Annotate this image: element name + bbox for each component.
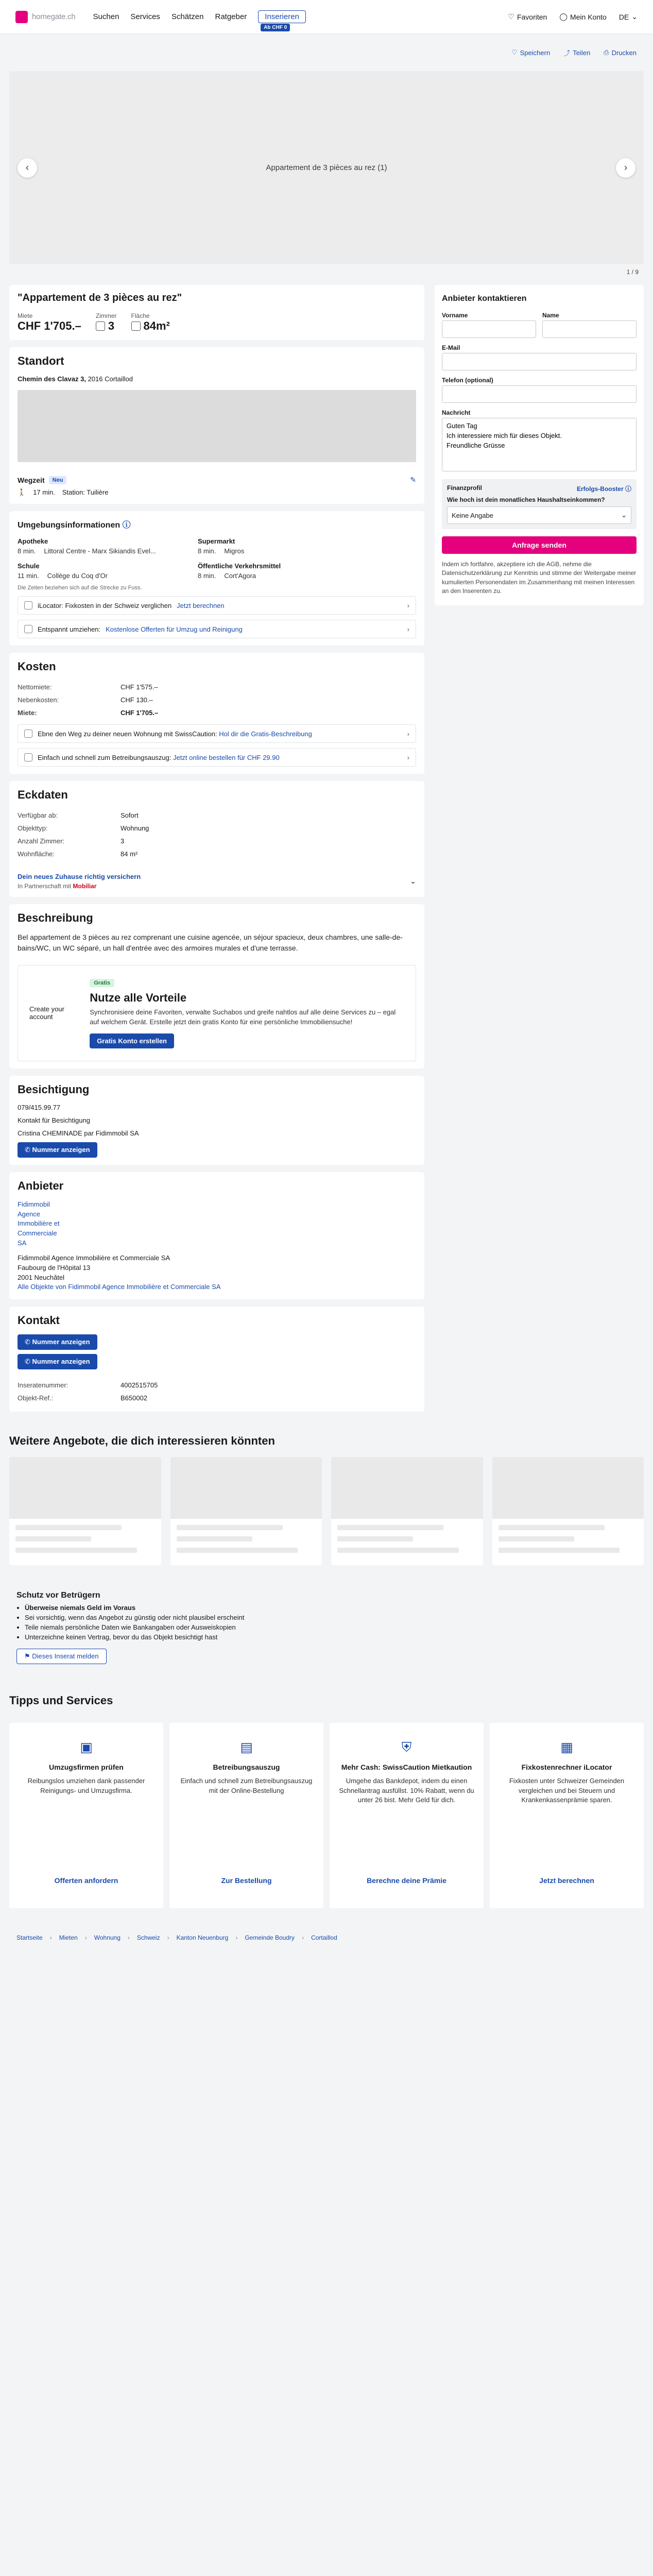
info-icon[interactable]: ⓘ — [122, 521, 131, 530]
favorites-label: Favoriten — [517, 12, 547, 21]
share-icon: ⤴ — [563, 49, 571, 57]
show-number-label: Nummer anzeigen — [32, 1358, 90, 1366]
cost-value: CHF 1'705.– — [121, 709, 159, 717]
amenity-name: Littoral Centre - Marx Sikiandis Evel... — [44, 547, 156, 555]
visit-contact-name: Cristina CHEMINADE par Fidimmobil SA — [18, 1129, 139, 1137]
breadcrumb-item[interactable]: Schweiz — [136, 1934, 160, 1941]
promo-left-text: Create your account — [29, 1005, 64, 1021]
breadcrumb-item[interactable]: Startseite — [16, 1934, 43, 1941]
provider-name: Fidimmobil Agence Immobilière et Commerciale SA — [18, 1253, 170, 1262]
heart-icon: ♡ — [511, 48, 518, 56]
flag-icon: ⚑ — [24, 1652, 30, 1660]
tip-card-debt-extract — [169, 1723, 323, 1908]
image-gallery[interactable] — [9, 71, 644, 276]
area-fact — [131, 312, 170, 333]
rent-fact — [18, 312, 81, 333]
cost-value: CHF 130.– — [121, 696, 153, 704]
chevron-right-icon: › — [167, 1934, 169, 1941]
chevron-right-icon: › — [407, 753, 409, 761]
more-offers-section — [0, 1434, 653, 1565]
phone-field[interactable] — [442, 385, 637, 403]
walk-icon: 🚶 — [18, 488, 26, 496]
user-menu — [508, 12, 638, 21]
main-content — [0, 285, 653, 1419]
rooms-value: 3 — [108, 319, 115, 332]
info-icon[interactable]: ⓘ — [625, 485, 631, 493]
logo[interactable] — [15, 11, 76, 23]
fraud-tip: • Unterzeichne keinen Vertrag, bevor du das Objekt besichtigt hast — [25, 1633, 637, 1642]
truck-icon — [24, 625, 32, 633]
last-name-field[interactable] — [542, 320, 637, 338]
provider-street: Faubourg de l'Hôpital 13 — [18, 1263, 91, 1272]
document-icon: ▤ — [240, 1739, 253, 1755]
tip-link[interactable]: Zur Bestellung — [221, 1876, 272, 1885]
listing-summary — [9, 285, 424, 340]
chevron-right-icon: › — [235, 1934, 238, 1941]
visit-contact-label: Kontakt für Besichtigung — [18, 1116, 90, 1124]
location-map[interactable] — [18, 390, 416, 462]
save-button[interactable] — [511, 48, 550, 57]
amenity-title: Supermarkt — [198, 537, 235, 545]
cost-row — [18, 681, 416, 693]
language-label: DE — [618, 12, 629, 21]
more-offers-heading: Weitere Angebote, die dich interessieren könnten — [9, 1434, 275, 1448]
caution-text: Ebne den Weg zu deiner neuen Wohnung mit SwissCaution: — [38, 730, 217, 738]
debt-extract-banner[interactable] — [18, 748, 416, 767]
tip-link[interactable]: Berechne deine Prämie — [367, 1876, 446, 1885]
breadcrumb-item[interactable]: Cortaillod — [311, 1934, 337, 1941]
detail-value: Sofort — [121, 811, 139, 819]
provider-link-line: Commerciale — [18, 1229, 57, 1238]
tip-text: Fixkosten unter Schweizer Gemeinden vergleichen und bei Steuern und Krankenkassenprämie sparen. — [509, 1776, 625, 1804]
detail-row — [18, 835, 416, 848]
advertise-price-badge: Ab CHF 0 — [261, 24, 290, 31]
favorites-link[interactable] — [508, 12, 547, 21]
income-select[interactable] — [447, 506, 631, 524]
amenity-time: 8 min. — [18, 547, 36, 555]
moving-link[interactable]: Kostenlose Offerten für Umzug und Reinigung — [106, 625, 243, 633]
first-name-label: Vorname — [442, 312, 468, 319]
amenity-pharmacy — [18, 537, 167, 555]
tip-title: Betreibungsauszug — [213, 1762, 280, 1771]
first-name-field[interactable] — [442, 320, 536, 338]
description-text: Bel appartement de 3 pièces au rez comprenant une cuisine agencée, un séjour spacieux, deux chambres, une salle-de-bains/WC, un WC séparé, un hall d'entrée avec des armoires murales et d'une terrasse. — [18, 933, 403, 952]
provider-section — [9, 1172, 424, 1300]
income-question: Wie hoch ist dein monatliches Haushaltseinkommen? — [447, 496, 605, 503]
user-icon: ◯ — [559, 12, 568, 21]
provider-link-line: SA — [18, 1239, 27, 1247]
tip-text: Reibungslos umziehen dank passender Reinigungs- und Umzugsfirma. — [27, 1776, 145, 1794]
provider-link[interactable] — [18, 1200, 416, 1248]
heart-icon: ♡ — [508, 12, 514, 21]
visit-phone: 079/415.99.77 — [18, 1103, 61, 1111]
fraud-protection — [0, 1591, 653, 1664]
rooms-fact — [96, 312, 117, 333]
tips-grid — [9, 1723, 644, 1908]
nav-search[interactable]: Suchen — [93, 12, 119, 21]
ilocator-text: iLocator: Fixkosten in der Schweiz verglichen — [38, 601, 172, 609]
tip-title: Mehr Cash: SwissCaution Mietkaution — [341, 1762, 472, 1771]
fraud-tip: • Teile niemals persönliche Daten wie Bankangaben oder Ausweiskopien — [25, 1623, 637, 1633]
last-name-label: Name — [542, 312, 559, 319]
advertise-label: Inserieren — [265, 12, 299, 21]
provider-link-line: Immobilière et — [18, 1219, 60, 1228]
income-select-value: Keine Angabe — [452, 511, 493, 519]
printer-icon: ⎙ — [604, 48, 609, 56]
share-label: Teilen — [573, 48, 591, 57]
chevron-right-icon: › — [407, 730, 409, 738]
print-label: Drucken — [611, 48, 637, 57]
promo-badge: Gratis — [90, 979, 114, 987]
amenity-title: Öffentliche Verkehrsmittel — [198, 562, 281, 570]
phone-icon: ✆ — [25, 1338, 30, 1346]
edit-commute-icon[interactable]: ✎ — [410, 476, 416, 484]
ref-row — [18, 1392, 416, 1404]
message-field[interactable] — [442, 418, 637, 471]
listing-actions — [0, 34, 653, 71]
detail-row — [18, 809, 416, 822]
offer-card-placeholder[interactable] — [9, 1457, 161, 1565]
contact-heading: Kontakt — [18, 1314, 60, 1327]
amenities-section — [9, 511, 424, 646]
visit-section — [9, 1076, 424, 1165]
provider-link-line: Fidimmobil — [18, 1200, 50, 1208]
show-number-button[interactable] — [18, 1142, 97, 1158]
tip-text: Umgehe das Bankdepot, indem du einen Schnellantrag ausfüllst. 10% Rabatt, wenn du unter 26 bist. Mehr Geld für dich. — [339, 1776, 474, 1804]
rooms-label: Zimmer — [95, 312, 117, 319]
detail-value: 84 m² — [121, 850, 138, 858]
amenity-public-transport — [198, 562, 347, 580]
chevron-down-icon: ⌄ — [410, 877, 416, 885]
account-link[interactable] — [559, 12, 607, 21]
caution-link[interactable]: Hol dir die Gratis-Beschreibung — [219, 730, 312, 738]
cost-row — [18, 693, 416, 706]
chevron-right-icon: › — [407, 601, 409, 609]
visit-heading: Besichtigung — [18, 1082, 90, 1096]
shield-icon: ⛨ — [401, 1739, 412, 1755]
amenities-note: Die Zeiten beziehen sich auf die Strecke zu Fuss. — [18, 585, 142, 591]
logo-mark-icon — [15, 11, 28, 23]
chevron-right-icon: › — [624, 162, 627, 173]
share-button[interactable] — [563, 48, 590, 58]
finance-profile-title: Finanzprofil — [447, 484, 482, 492]
detail-key: Verfügbar ab: — [18, 811, 58, 819]
phone-icon: ✆ — [25, 1358, 30, 1366]
detail-value: Wohnung — [121, 824, 149, 832]
logo-text: homegate.ch — [32, 12, 76, 21]
account-promo — [18, 965, 416, 1061]
area-icon — [131, 321, 141, 331]
fraud-heading: Schutz vor Betrügern — [16, 1591, 100, 1600]
amenity-time: 8 min. — [198, 572, 216, 580]
send-request-button[interactable]: Anfrage senden — [442, 536, 637, 554]
commute-label: Wegzeit — [18, 476, 45, 484]
calculator-icon: ▦ — [560, 1739, 573, 1755]
save-label: Speichern — [520, 48, 551, 57]
tip-title: Fixkostenrechner iLocator — [521, 1762, 612, 1771]
fraud-tip: • Überweise niemals Geld im Voraus — [25, 1603, 637, 1613]
provider-all-listings-link[interactable]: Alle Objekte von Fidimmobil Agence Immobilière et Commerciale SA — [18, 1283, 221, 1291]
tip-title: Umzugsfirmen prüfen — [49, 1762, 124, 1771]
phone-icon: ✆ — [25, 1145, 30, 1154]
amenities-heading: Umgebungsinformationen — [18, 521, 121, 530]
rent-value: CHF 1'705.– — [18, 319, 81, 332]
commute-time: 17 min. — [33, 488, 55, 496]
key-facts — [18, 312, 416, 333]
cost-key: Miete: — [18, 709, 37, 717]
email-field[interactable] — [442, 353, 637, 370]
moving-banner[interactable] — [18, 620, 416, 638]
rooms-icon — [96, 321, 105, 331]
detail-value: 3 — [121, 837, 125, 845]
nav-guide[interactable]: Ratgeber — [215, 12, 247, 21]
detail-row — [18, 848, 416, 860]
nav-services[interactable]: Services — [130, 12, 160, 21]
show-number-button-2[interactable] — [18, 1354, 97, 1369]
tips-section — [0, 1694, 653, 1908]
chevron-down-icon: ⌄ — [621, 511, 627, 519]
contact-form — [435, 285, 644, 605]
chevron-right-icon: › — [407, 625, 409, 633]
breadcrumb-item[interactable]: Mieten — [59, 1934, 78, 1941]
address-street: Chemin des Clavaz 3, — [18, 375, 86, 383]
address-city: 2016 Cortaillod — [88, 375, 133, 383]
area-value: 84m² — [143, 319, 170, 332]
cost-row-total — [18, 706, 416, 719]
tip-card-deposit — [330, 1723, 484, 1908]
provider-link-line: Agence — [18, 1210, 41, 1218]
contact-section — [9, 1307, 424, 1412]
main-nav — [93, 10, 306, 30]
report-label: Dieses Inserat melden — [32, 1652, 99, 1660]
debt-link[interactable]: Jetzt online bestellen für CHF 29.90 — [173, 753, 280, 761]
amenity-title: Schule — [18, 562, 40, 570]
insurance-title: Dein neues Zuhause richtig versichern — [18, 873, 141, 880]
ref-value: B650002 — [121, 1394, 148, 1402]
fraud-list — [25, 1603, 637, 1642]
breadcrumb — [0, 1934, 653, 1941]
success-booster-link[interactable]: Erfolgs-Booster — [576, 485, 624, 493]
legal-text: Indem ich fortfahre, akzeptiere ich die AGB, nehme die Datenschutzerklärung zur Kenntnis und stimme der Weitergabe meiner kumulierten Personendaten im Zusammenhang mit meinen Interessen an den Inserenten zu. — [442, 561, 637, 595]
listing-details — [9, 285, 424, 1419]
amenity-title: Apotheke — [18, 537, 48, 545]
ad-number-label: Inseratenummer: — [18, 1381, 68, 1389]
promo-text: Synchronisiere deine Favoriten, verwalte Suchabos und greife nahtlos auf alle deine Services zu – egal auf welchem Gerät. Erstelle jetzt dein gratis Konto für eine persönliche Immobiliensuche! — [90, 1008, 396, 1026]
nav-estimate[interactable]: Schätzen — [171, 12, 204, 21]
amenity-name: Collège du Coq d'Or — [47, 572, 108, 580]
commute-new-badge: Neu — [49, 476, 67, 484]
contact-sidebar — [435, 285, 644, 1419]
rent-label: Miete — [18, 312, 33, 319]
phone-label: Telefon (optional) — [442, 377, 493, 384]
finance-profile — [442, 479, 637, 529]
breadcrumb-item[interactable]: Kanton Neuenburg — [176, 1934, 229, 1941]
show-number-button[interactable] — [18, 1334, 97, 1350]
tip-text: Einfach und schnell zum Betreibungsauszug mit der Online-Bestellung — [180, 1776, 313, 1794]
amenity-time: 11 min. — [18, 572, 39, 580]
amenity-time: 8 min. — [198, 547, 216, 555]
gallery-image-caption: Appartement de 3 pièces au rez (1) — [266, 163, 387, 172]
tip-link[interactable]: Offerten anfordern — [54, 1876, 118, 1885]
shield-icon — [24, 730, 32, 738]
tips-heading: Tipps und Services — [9, 1693, 113, 1707]
amenities-grid — [18, 537, 347, 580]
chevron-right-icon: › — [49, 1934, 52, 1941]
ad-number-row — [18, 1379, 416, 1392]
advertise-button[interactable] — [258, 10, 306, 30]
detail-key: Wohnfläche: — [18, 850, 55, 858]
show-number-label: Nummer anzeigen — [32, 1145, 90, 1154]
tip-card-moving — [9, 1723, 163, 1908]
amenity-supermarket — [198, 537, 347, 555]
cost-key: Nebenkosten: — [18, 696, 59, 704]
commute-station: Station: Tuilière — [62, 488, 109, 496]
tip-link[interactable]: Jetzt berechnen — [539, 1876, 594, 1885]
gallery-next-button[interactable] — [616, 158, 635, 178]
description-section — [9, 904, 424, 1069]
account-label: Mein Konto — [570, 12, 607, 21]
box-icon: ▣ — [80, 1739, 93, 1755]
print-button[interactable] — [604, 48, 637, 57]
costs-heading: Kosten — [18, 660, 56, 673]
offer-card-placeholder[interactable] — [492, 1457, 644, 1565]
offer-cards — [9, 1457, 644, 1565]
top-navigation — [0, 0, 653, 34]
cost-value: CHF 1'575.– — [121, 683, 158, 691]
detail-key: Anzahl Zimmer: — [18, 837, 65, 845]
ad-number-value: 4002515705 — [121, 1381, 158, 1389]
promo-title: Nutze alle Vorteile — [90, 991, 187, 1004]
calculator-icon — [24, 601, 32, 609]
report-listing-button[interactable] — [16, 1649, 107, 1664]
provider-heading: Anbieter — [18, 1179, 64, 1192]
amenity-name: Migros — [224, 547, 245, 555]
chevron-down-icon: ⌄ — [631, 12, 638, 21]
description-heading: Beschreibung — [18, 911, 93, 924]
area-label: Fläche — [131, 312, 150, 319]
provider-city: 2001 Neuchâtel — [18, 1273, 65, 1281]
document-icon — [24, 753, 32, 761]
detail-row — [18, 822, 416, 835]
location-section — [9, 347, 424, 504]
chevron-right-icon: › — [302, 1934, 304, 1941]
show-number-label: Nummer anzeigen — [32, 1338, 90, 1346]
insurance-partner-label: In Partnerschaft mit — [18, 883, 72, 890]
location-heading: Standort — [18, 354, 64, 367]
costs-section — [9, 653, 424, 774]
insurance-teaser[interactable] — [18, 873, 416, 890]
ref-label: Objekt-Ref.: — [18, 1394, 54, 1402]
ilocator-banner[interactable] — [18, 596, 416, 615]
details-section — [9, 781, 424, 897]
message-label: Nachricht — [442, 409, 471, 416]
gallery-counter: 1 / 9 — [626, 268, 639, 276]
debt-text: Einfach und schnell zum Betreibungsauszug: — [38, 753, 171, 761]
mobiliar-logo: Mobiliar — [73, 883, 97, 890]
create-account-button[interactable]: Gratis Konto erstellen — [90, 1033, 174, 1048]
cost-key: Nettomiete: — [18, 683, 52, 691]
tip-card-ilocator — [490, 1723, 644, 1908]
offer-card-placeholder[interactable] — [331, 1457, 483, 1565]
moving-text: Entspannt umziehen: — [38, 625, 101, 633]
detail-key: Objekttyp: — [18, 824, 48, 832]
language-switch[interactable] — [619, 12, 638, 21]
contact-form-heading: Anbieter kontaktieren — [442, 294, 527, 303]
amenity-name: Cort'Agora — [224, 572, 256, 580]
email-label: E-Mail — [442, 344, 460, 351]
chevron-left-icon: ‹ — [26, 162, 29, 173]
ilocator-link[interactable]: Jetzt berechnen — [177, 601, 225, 609]
swisscaution-banner[interactable] — [18, 724, 416, 743]
chevron-right-icon: › — [127, 1934, 130, 1941]
gallery-prev-button[interactable] — [18, 158, 37, 178]
breadcrumb-item[interactable]: Gemeinde Boudry — [245, 1934, 295, 1941]
chevron-right-icon: › — [84, 1934, 87, 1941]
listing-title: "Appartement de 3 pièces au rez" — [18, 292, 182, 303]
breadcrumb-item[interactable]: Wohnung — [94, 1934, 121, 1941]
amenity-school — [18, 562, 167, 580]
details-heading: Eckdaten — [18, 788, 68, 801]
offer-card-placeholder[interactable] — [170, 1457, 322, 1565]
fraud-tip: • Sei vorsichtig, wenn das Angebot zu günstig oder nicht plausibel erscheint — [25, 1613, 637, 1623]
